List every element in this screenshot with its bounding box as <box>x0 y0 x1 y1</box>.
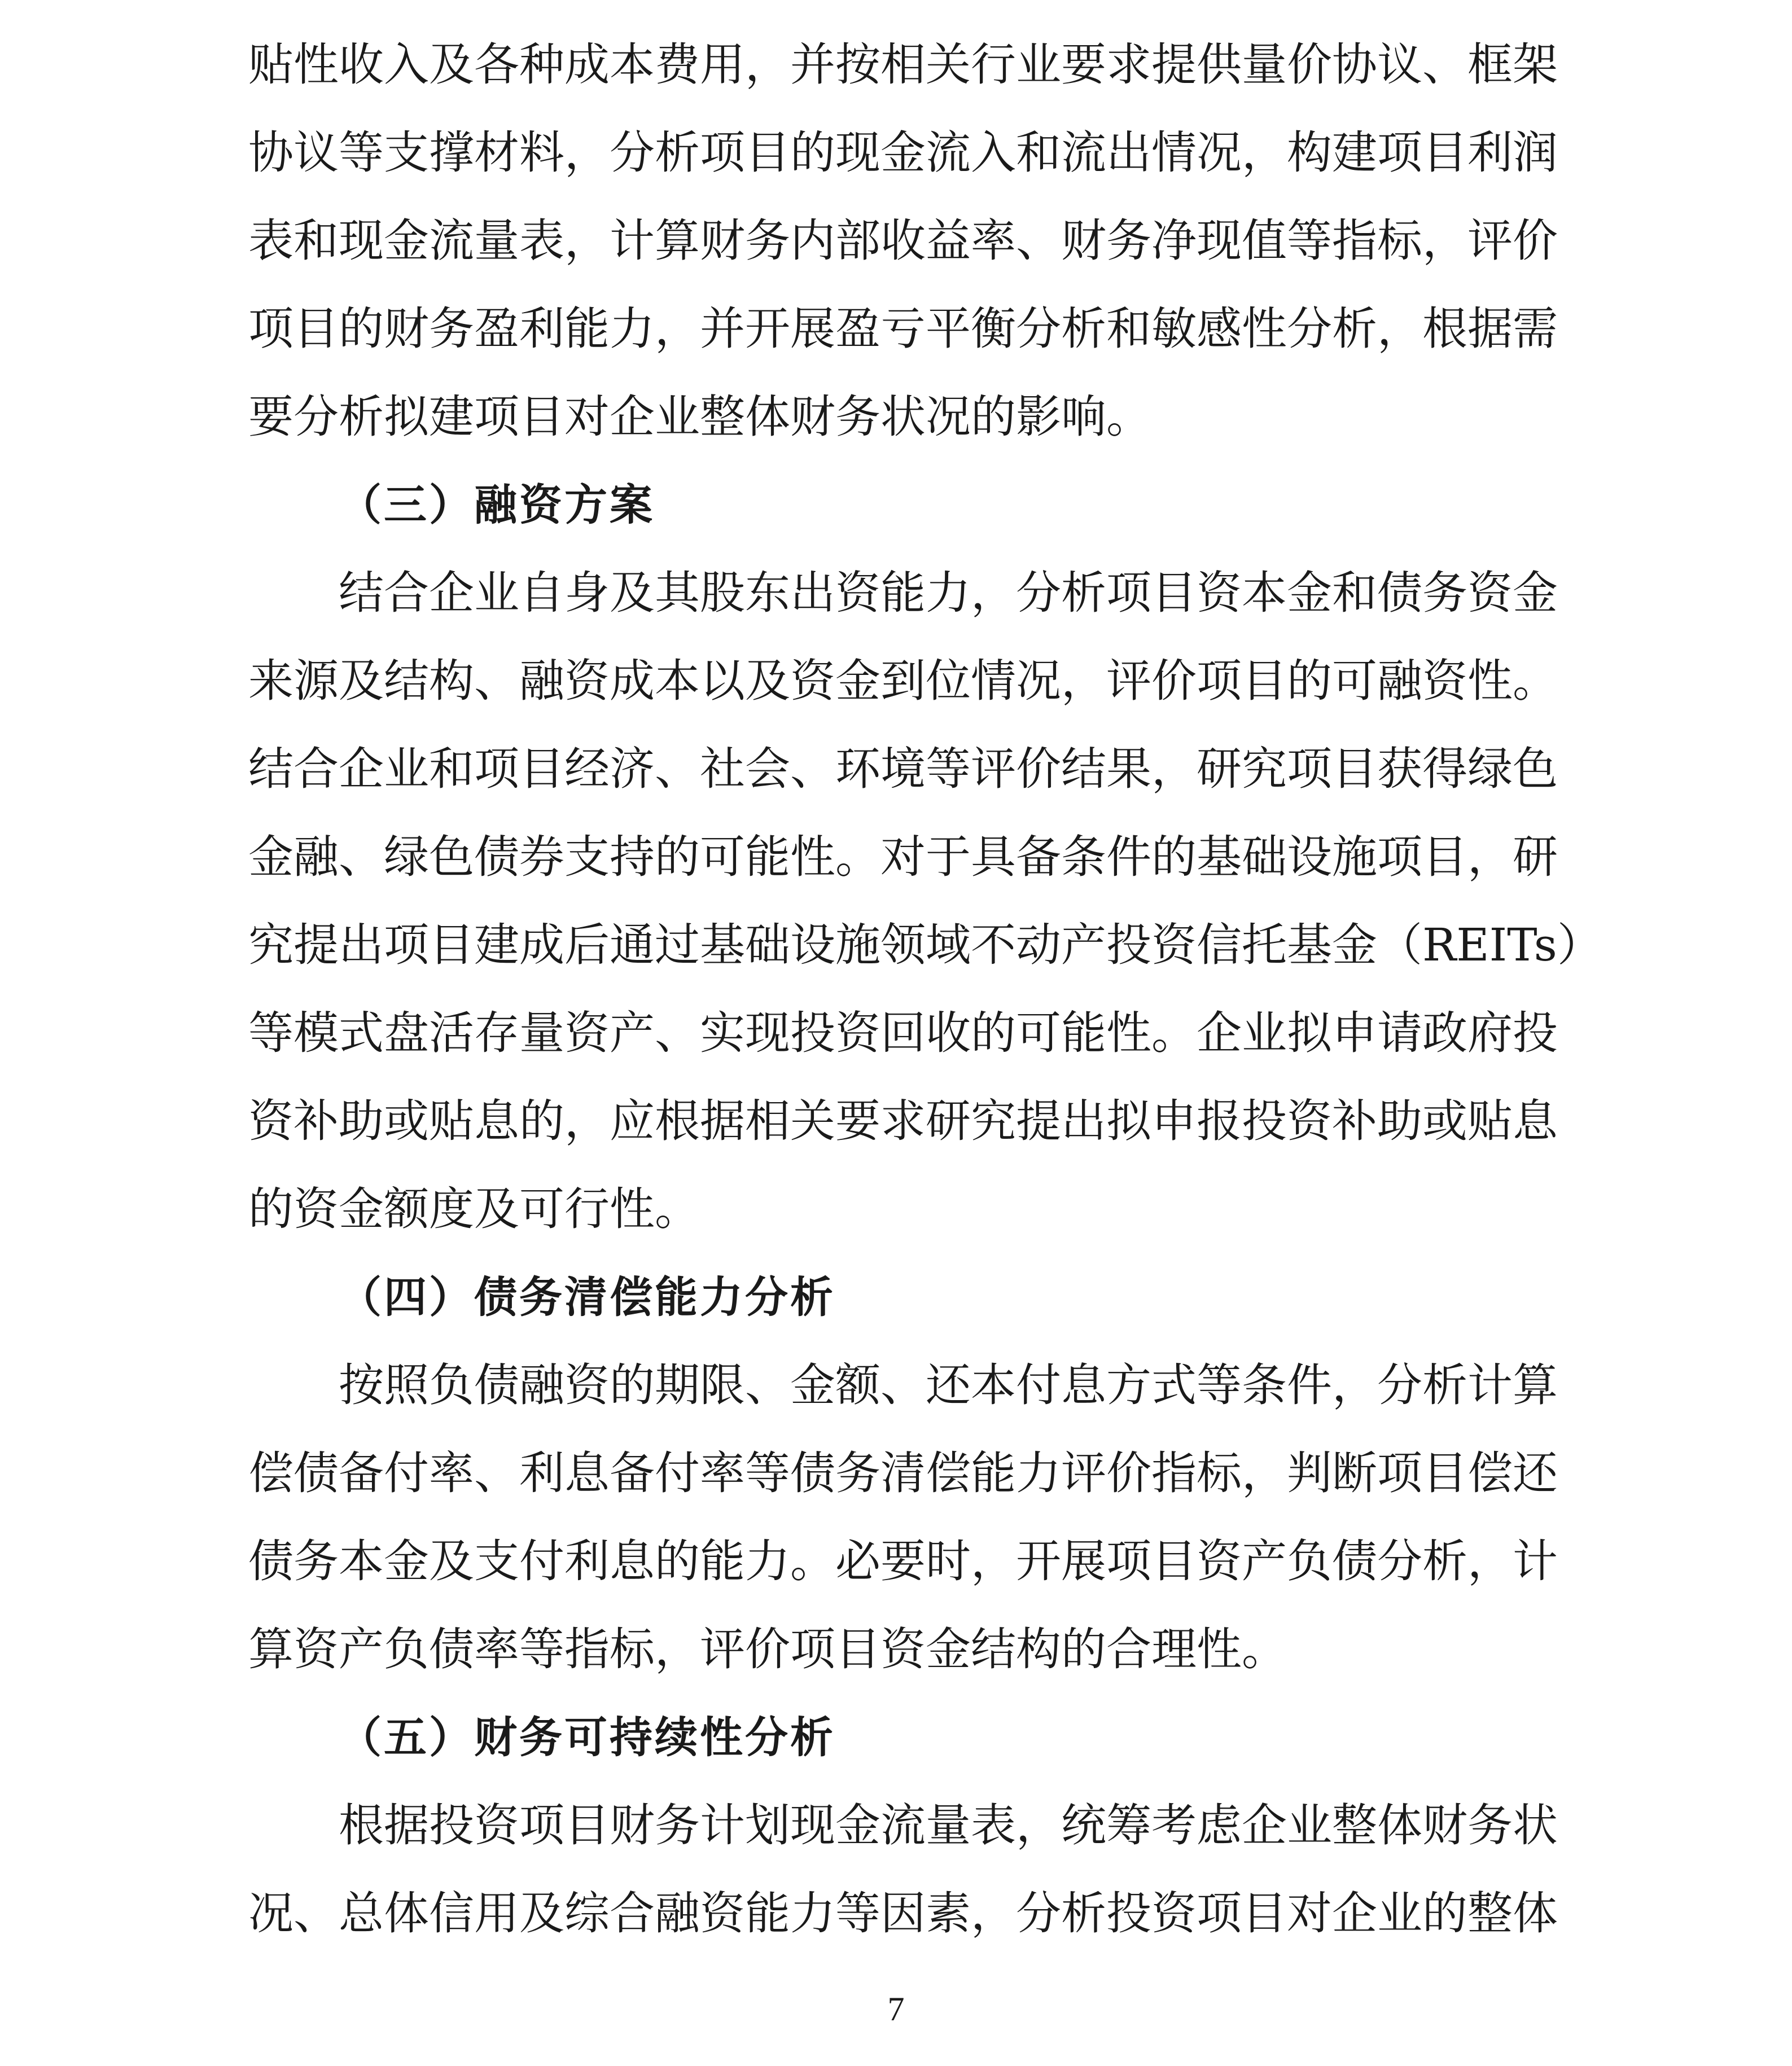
section-heading-debt-repayment: （四）债务清偿能力分析 <box>339 1272 835 1322</box>
section-heading-financing-plan: （三）融资方案 <box>339 480 655 530</box>
paragraph-line: 金融、绿色债券支持的可能性。对于具备条件的基础设施项目，研 <box>248 831 1558 883</box>
paragraph-line: 根据投资项目财务计划现金流量表，统筹考虑企业整体财务状 <box>339 1799 1558 1852</box>
paragraph-line: 来源及结构、融资成本以及资金到位情况，评价项目的可融资性。 <box>248 655 1558 707</box>
paragraph-line: 资补助或贴息的，应根据相关要求研究提出拟申报投资补助或贴息 <box>248 1095 1558 1147</box>
paragraph-line: 表和现金流量表，计算财务内部收益率、财务净现值等指标，评价 <box>248 214 1558 267</box>
paragraph-line: 贴性收入及各种成本费用，并按相关行业要求提供量价协议、框架 <box>248 38 1558 91</box>
paragraph-line: 况、总体信用及综合融资能力等因素，分析投资项目对企业的整体 <box>248 1887 1558 1940</box>
paragraph-line: 债务本金及支付利息的能力。必要时，开展项目资产负债分析，计 <box>248 1535 1558 1587</box>
paragraph-line: 要分析拟建项目对企业整体财务状况的影响。 <box>248 391 1151 443</box>
paragraph-line: 结合企业和项目经济、社会、环境等评价结果，研究项目获得绿色 <box>248 743 1558 795</box>
paragraph-line: 究提出项目建成后通过基础设施领域不动产投资信托基金（REITs） <box>248 919 1602 971</box>
paragraph-line: 项目的财务盈利能力，并开展盈亏平衡分析和敏感性分析，根据需 <box>248 302 1558 355</box>
paragraph-line: 结合企业自身及其股东出资能力，分析项目资本金和债务资金 <box>339 567 1558 619</box>
paragraph-line: 协议等支撑材料，分析项目的现金流入和流出情况，构建项目利润 <box>248 126 1558 179</box>
section-heading-financial-sustainability: （五）财务可持续性分析 <box>339 1712 835 1762</box>
paragraph-line: 算资产负债率等指标，评价项目资金结构的合理性。 <box>248 1623 1287 1675</box>
paragraph-line: 等模式盘活存量资产、实现投资回收的可能性。企业拟申请政府投 <box>248 1007 1558 1059</box>
paragraph-line: 的资金额度及可行性。 <box>248 1183 700 1235</box>
paragraph-line: 偿债备付率、利息备付率等债务清偿能力评价指标，判断项目偿还 <box>248 1447 1558 1499</box>
paragraph-line: 按照负债融资的期限、金额、还本付息方式等条件，分析计算 <box>339 1359 1558 1411</box>
page-number: 7 <box>887 1990 905 2028</box>
